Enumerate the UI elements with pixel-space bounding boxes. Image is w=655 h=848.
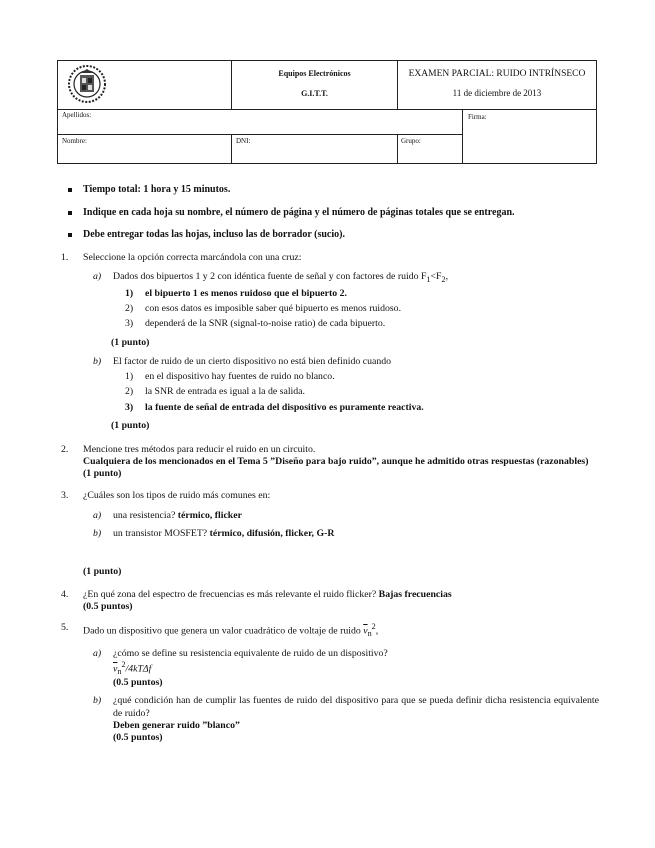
option-1a-3: 3) dependerá de la SNR (signal-to-noise ratio) de cada bipuerto. [125,318,386,330]
subquestion-text: El factor de ruido de un cierto dispositivo no está bien definido cuando [113,355,392,367]
points-label: (1 punto) [83,468,122,480]
answer-formula: $\overline{v}_n^2/4kT\Delta f$ [113,659,152,676]
subquestion-text: ¿qué condición han de cumplir las fuentes de ruido del dispositivo para que se pueda definir dicha resistencia equivalente de ruido? [113,695,599,719]
subquestion-5b: b) ¿qué condición han de cumplir las fuentes de ruido del dispositivo para que se pueda definir dicha resistencia equivalente de ruido? Deben generar ruido ”blanco” (0.5 puntos) [93,695,599,744]
question-number: 4. [61,588,69,600]
university-seal-icon [67,64,107,104]
subject-title: Equipos Electrónicos [278,69,351,78]
subquestion-letter: a) [93,270,102,282]
subquestion-letter: b) [93,355,102,367]
exam-title: EXAMEN PARCIAL: RUIDO INTRÍNSECO [408,69,586,79]
answer-text: Bajas frecuencias [378,588,452,600]
question-text: ¿En qué zona del espectro de frecuencias es más relevante el ruido flicker? Bajas frecuencias [83,588,452,600]
answer-text: térmico, flicker [177,509,242,521]
question-number: 2. [61,444,69,455]
exam-header-table [57,60,597,164]
question-text: Seleccione la opción correcta marcándola con una cruz: [83,251,302,263]
label-firma: Firma: [468,113,487,121]
points-label: (0.5 puntos) [113,677,163,689]
points-label: (0.5 puntos) [113,732,163,744]
subquestion-text: Dados dos bipuertos 1 y 2 con idéntica fuente de señal y con factores de ruido $F_1<F_2$, [113,270,449,284]
question-2 [61,444,599,481]
question-text: ¿Cuáles son los tipos de ruido más comunes en: [83,489,271,501]
answer-text: térmico, difusión, flicker, G-R [209,528,335,540]
points-label: (1 punto) [111,336,150,348]
option-1b-3: 3) la fuente de señal de entrada del dispositivo es puramente reactiva. [125,401,424,413]
label-apellidos: Apellidos: [62,111,92,119]
question-1 [61,252,599,433]
points-label: (1 punto) [83,566,122,578]
question-4 [61,589,599,613]
points-label: (0.5 puntos) [83,600,133,612]
subquestion-5a: a) ¿cómo se define su resistencia equivalente de ruido de un dispositivo? $\overline{v}_n^2/4kT\Delta f$ (0.5 puntos) [93,648,599,690]
instruction-item: Indique en cada hoja su nombre, el número de página y el número de páginas totales que se entregan. [61,207,599,220]
question-number: 3. [61,489,69,501]
degree-title: G.I.T.T. [301,89,328,98]
option-1a-2: 2) con esos datos es imposible saber qué bipuerto es menos ruidoso. [125,303,402,315]
subquestion-3b: b) un transistor MOSFET? térmico, difusión, flicker, G-R [93,528,335,540]
subquestion-3a: a) una resistencia? térmico, flicker [93,509,242,521]
question-number: 1. [61,251,69,263]
label-nombre: Nombre: [62,137,87,145]
option-1b-1: 1) en el dispositivo hay fuentes de ruido no blanco. [125,371,335,383]
question-3 [61,490,599,579]
question-5 [61,622,599,744]
subquestion-1b [93,356,599,432]
answer-text: Cualquiera de los mencionados en el Tema 5 ”Diseño para bajo ruido”, aunque he admitido otras respuestas (razonables) [83,456,589,468]
instruction-item: Debe entregar todas las hojas, incluso las de borrador (sucio). [61,229,599,242]
option-1b-2: 2) la SNR de entrada es igual a la de salida. [125,386,305,398]
label-grupo: Grupo: [401,137,421,145]
instruction-item: Tiempo total: 1 hora y 15 minutos. [61,184,599,197]
subquestion-1a [93,271,599,349]
answer-text: Deben generar ruido ”blanco” [113,719,240,731]
option-1a-1: 1) el bipuerto 1 es menos ruidoso que el bipuerto 2. [125,287,347,299]
question-number: 5. [61,622,69,634]
question-text: Dado un dispositivo que genera un valor cuadrático de voltaje de ruido $\overline{v}_n^2$, [83,622,379,639]
label-dni: DNI: [236,137,251,145]
question-text: Mencione tres métodos para reducir el ruido en un circuito. [83,444,316,455]
subquestion-text: ¿cómo se define su resistencia equivalente de ruido de un dispositivo? [113,647,388,659]
points-label: (1 punto) [111,419,150,431]
exam-body [61,184,599,744]
exam-date: 11 de diciembre de 2013 [452,88,542,98]
